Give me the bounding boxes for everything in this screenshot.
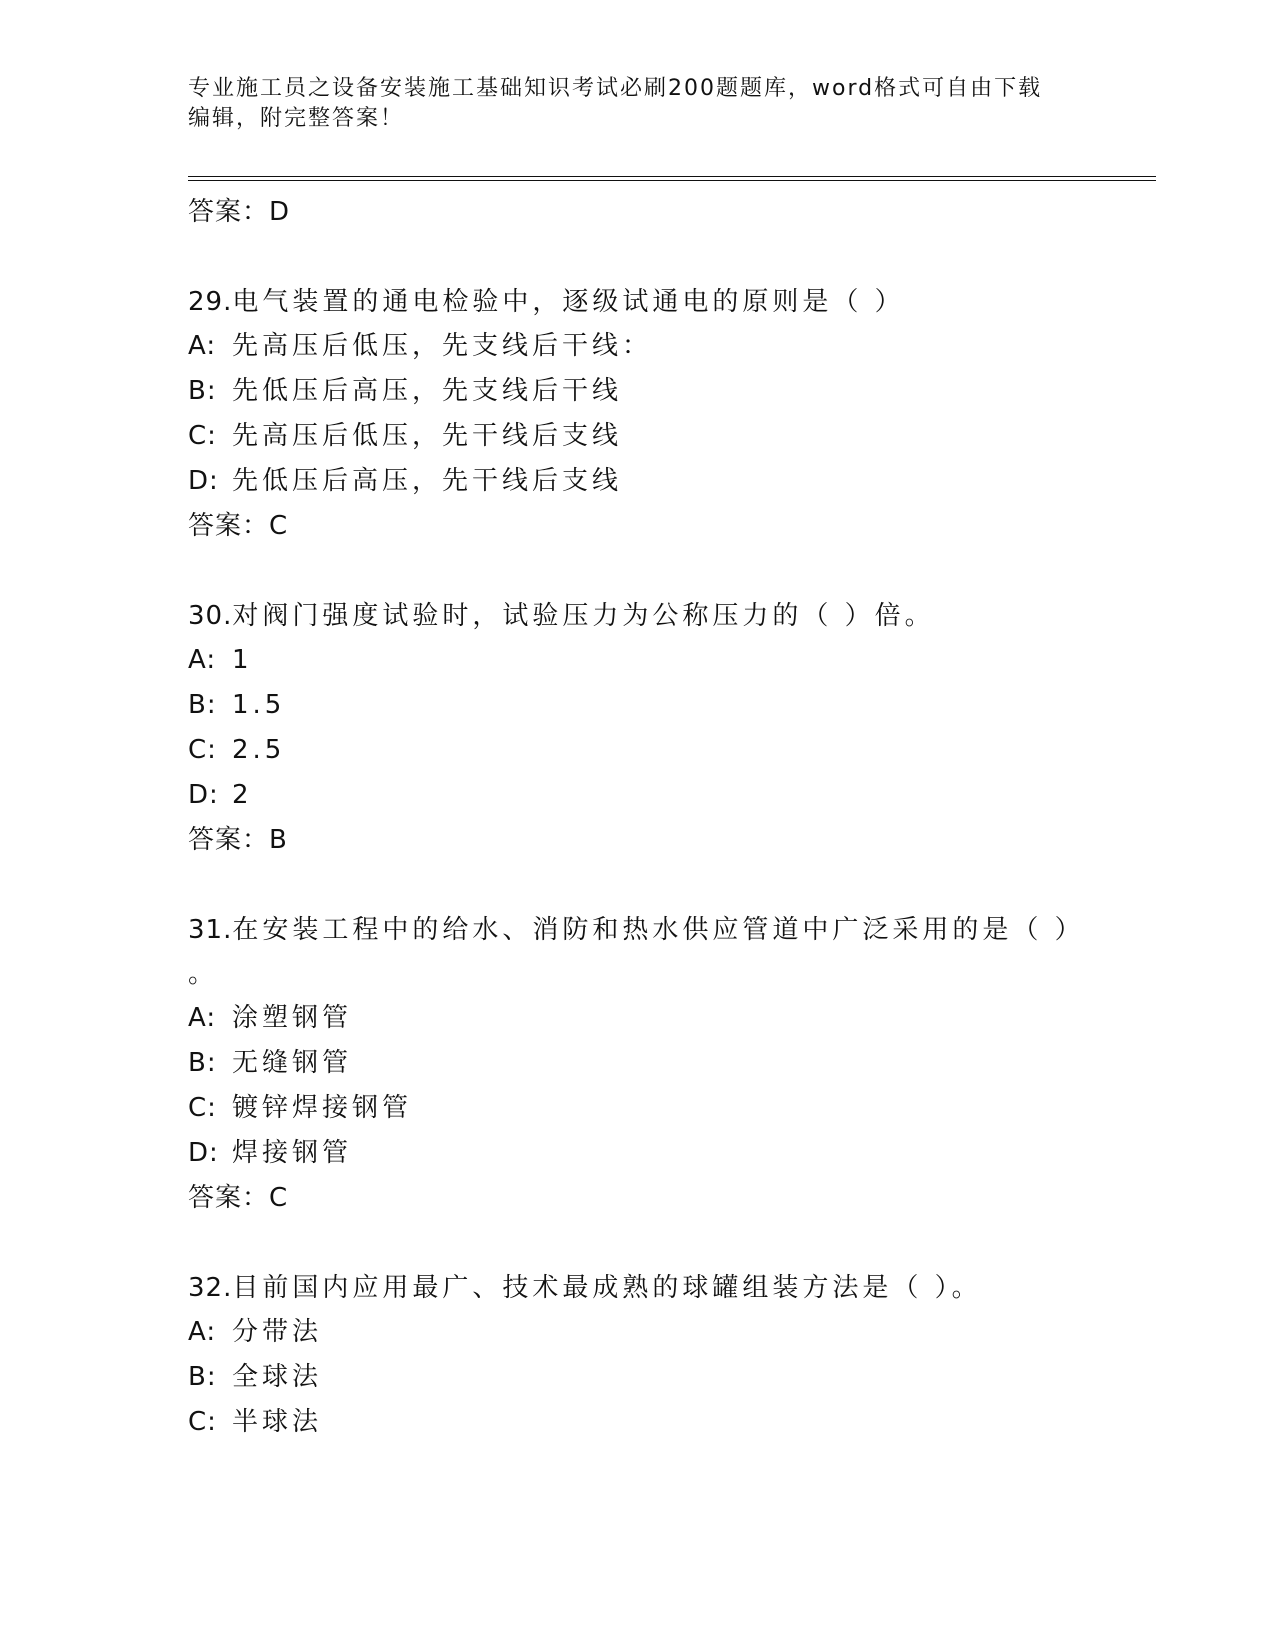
question-text: 在安装工程中的给水、消防和热水供应管道中广泛采用的是（ ） — [232, 915, 1085, 945]
option-key: D: — [188, 466, 219, 496]
option-key: A: — [188, 645, 217, 675]
option-key: A: — [188, 1003, 217, 1033]
option-key: C: — [188, 1093, 217, 1123]
answer-line: 答案：C — [188, 511, 289, 541]
option-key: A: — [188, 331, 217, 361]
question-number: 29. — [188, 287, 233, 317]
question-text: 对阀门强度试验时，试验压力为公称压力的（ ）倍。 — [232, 601, 935, 631]
option-key: B: — [188, 376, 217, 406]
option-text: 分带法 — [232, 1317, 323, 1347]
option-d — [188, 1131, 1148, 1176]
option-text: 先低压后高压，先支线后干线 — [232, 376, 623, 406]
option-key: B: — [188, 1362, 217, 1392]
header-divider — [188, 176, 1156, 181]
option-c — [188, 1400, 1148, 1445]
option-key: D: — [188, 1138, 219, 1168]
option-text: 2 — [232, 780, 253, 810]
option-a — [188, 996, 1148, 1041]
option-text: 焊接钢管 — [232, 1138, 353, 1168]
answer-line: 答案：C — [188, 1183, 289, 1213]
option-d — [188, 459, 1148, 504]
option-b — [188, 1041, 1148, 1086]
option-c — [188, 728, 1148, 773]
option-key: C: — [188, 735, 217, 765]
option-text: 2.5 — [232, 735, 286, 765]
option-text: 无缝钢管 — [232, 1048, 353, 1078]
question-title — [188, 1266, 1148, 1310]
question-number: 30. — [188, 601, 233, 631]
question-continuation: 。 — [188, 959, 215, 989]
option-text: 先高压后低压，先干线后支线 — [232, 421, 623, 451]
option-key: B: — [188, 1048, 217, 1078]
option-a — [188, 1310, 1148, 1355]
question-29 — [188, 280, 1148, 548]
option-text: 全球法 — [232, 1362, 323, 1392]
answer-line: 答案：D — [188, 197, 291, 227]
option-c — [188, 414, 1148, 459]
option-key: B: — [188, 690, 217, 720]
option-key: C: — [188, 1407, 217, 1437]
question-title — [188, 280, 1148, 324]
option-b — [188, 369, 1148, 414]
option-text: 先低压后高压，先干线后支线 — [232, 466, 623, 496]
option-text: 1 — [232, 645, 253, 675]
question-title — [188, 594, 1148, 638]
option-key: A: — [188, 1317, 217, 1347]
option-key: D: — [188, 780, 219, 810]
document-header — [188, 74, 1088, 134]
option-b — [188, 1355, 1148, 1400]
question-32 — [188, 1266, 1148, 1445]
option-c — [188, 1086, 1148, 1131]
question-30 — [188, 594, 1148, 862]
option-a — [188, 638, 1148, 683]
option-text: 1.5 — [232, 690, 286, 720]
option-a — [188, 324, 1148, 369]
question-title — [188, 908, 1148, 952]
question-text: 目前国内应用最广、技术最成熟的球罐组装方法是（ ）。 — [232, 1273, 982, 1303]
question-text: 电气装置的通电检验中，逐级试通电的原则是（ ） — [232, 287, 905, 317]
header-line-2: 编辑，附完整答案！ — [188, 106, 405, 131]
question-31 — [188, 908, 1148, 1220]
option-text: 涂塑钢管 — [232, 1003, 353, 1033]
option-text: 先高压后低压，先支线后干线： — [232, 331, 653, 361]
question-number: 32. — [188, 1273, 233, 1303]
option-b — [188, 683, 1148, 728]
option-text: 半球法 — [232, 1407, 323, 1437]
answer-line: 答案：B — [188, 825, 288, 855]
document-body — [188, 190, 1148, 1445]
header-line-1: 专业施工员之设备安装施工基础知识考试必刷200题题库，word格式可自由下载 — [188, 76, 1043, 101]
option-text: 镀锌焊接钢管 — [232, 1093, 413, 1123]
option-d — [188, 773, 1148, 818]
option-key: C: — [188, 421, 217, 451]
question-number: 31. — [188, 915, 233, 945]
